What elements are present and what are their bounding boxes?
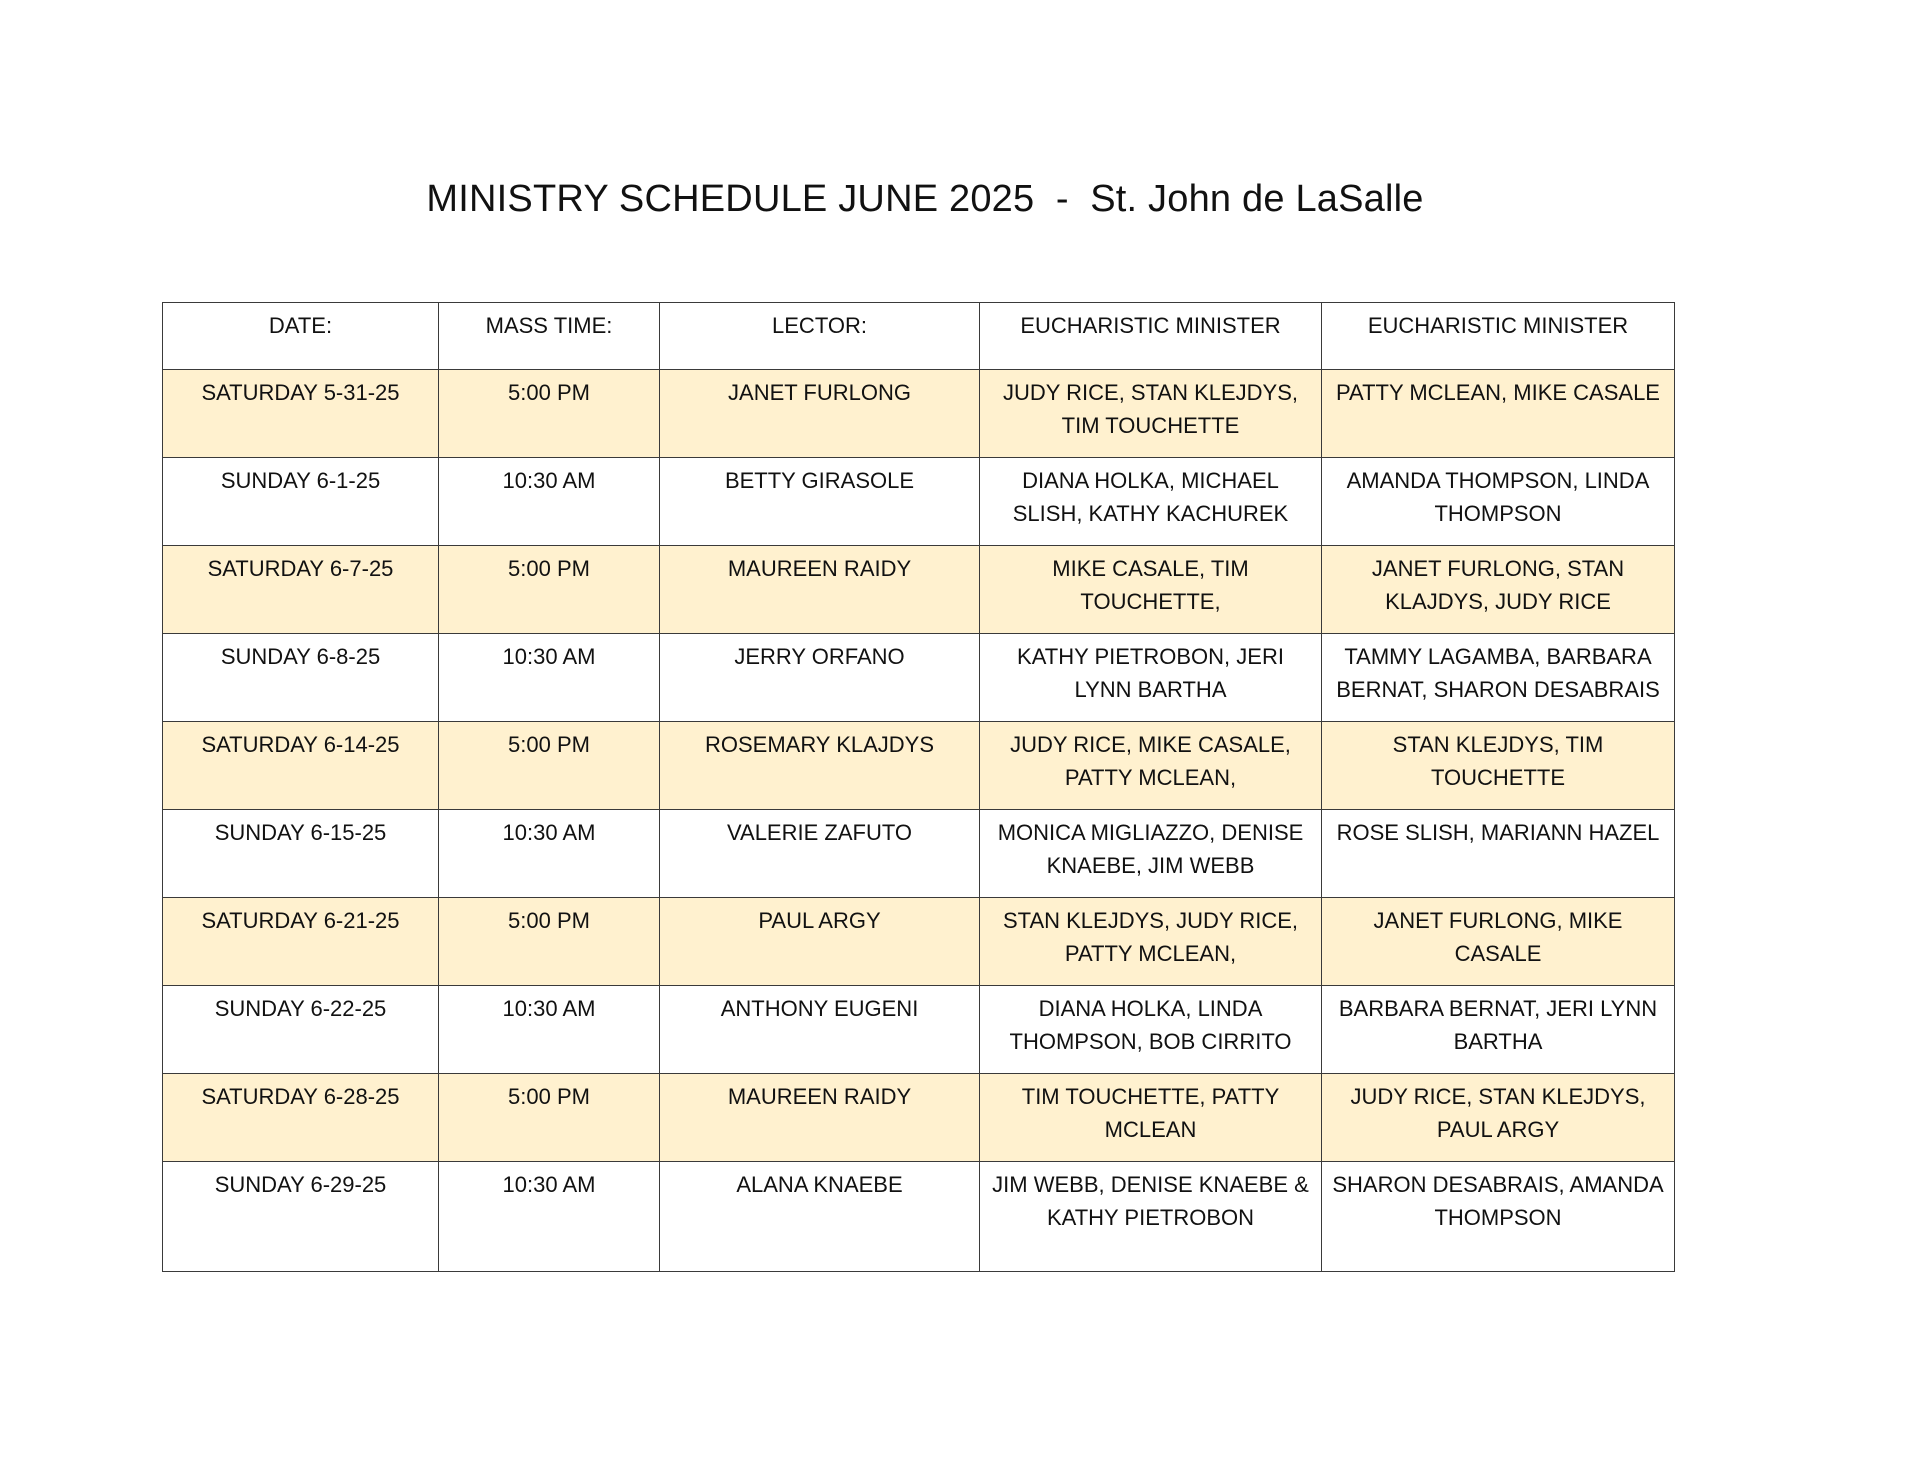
mass-time-cell: 5:00 PM <box>439 1074 660 1162</box>
mass-time-cell: 5:00 PM <box>439 898 660 986</box>
header-eucharistic-minister-2: EUCHARISTIC MINISTER <box>1322 303 1675 370</box>
lector-cell: ALANA KNAEBE <box>660 1162 980 1272</box>
eucharistic-minister-1-cell: KATHY PIETROBON, JERI LYNN BARTHA <box>980 634 1322 722</box>
eucharistic-minister-1-cell: MONICA MIGLIAZZO, DENISE KNAEBE, JIM WEBB <box>980 810 1322 898</box>
eucharistic-minister-2-cell: PATTY MCLEAN, MIKE CASALE <box>1322 370 1675 458</box>
header-eucharistic-minister-1: EUCHARISTIC MINISTER <box>980 303 1322 370</box>
eucharistic-minister-1-cell: MIKE CASALE, TIM TOUCHETTE, <box>980 546 1322 634</box>
date-cell: SATURDAY 5-31-25 <box>163 370 439 458</box>
date-cell: SUNDAY 6-8-25 <box>163 634 439 722</box>
table-row <box>163 722 1675 810</box>
table-row <box>163 1162 1675 1272</box>
lector-cell: MAUREEN RAIDY <box>660 1074 980 1162</box>
table-row <box>163 634 1675 722</box>
header-date: DATE: <box>163 303 439 370</box>
date-cell: SATURDAY 6-28-25 <box>163 1074 439 1162</box>
table-row <box>163 898 1675 986</box>
eucharistic-minister-1-cell: JUDY RICE, STAN KLEJDYS, TIM TOUCHETTE <box>980 370 1322 458</box>
table-row <box>163 546 1675 634</box>
lector-cell: JERRY ORFANO <box>660 634 980 722</box>
lector-cell: BETTY GIRASOLE <box>660 458 980 546</box>
date-cell: SUNDAY 6-22-25 <box>163 986 439 1074</box>
lector-cell: ROSEMARY KLAJDYS <box>660 722 980 810</box>
eucharistic-minister-1-cell: DIANA HOLKA, MICHAEL SLISH, KATHY KACHUREK <box>980 458 1322 546</box>
eucharistic-minister-2-cell: TAMMY LAGAMBA, BARBARA BERNAT, SHARON DESABRAIS <box>1322 634 1675 722</box>
mass-time-cell: 5:00 PM <box>439 722 660 810</box>
eucharistic-minister-2-cell: JANET FURLONG, MIKE CASALE <box>1322 898 1675 986</box>
table-row <box>163 458 1675 546</box>
date-cell: SATURDAY 6-14-25 <box>163 722 439 810</box>
mass-time-cell: 10:30 AM <box>439 810 660 898</box>
eucharistic-minister-1-cell: JUDY RICE, MIKE CASALE, PATTY MCLEAN, <box>980 722 1322 810</box>
eucharistic-minister-2-cell: ROSE SLISH, MARIANN HAZEL <box>1322 810 1675 898</box>
mass-time-cell: 5:00 PM <box>439 370 660 458</box>
header-lector: LECTOR: <box>660 303 980 370</box>
eucharistic-minister-1-cell: JIM WEBB, DENISE KNAEBE & KATHY PIETROBON <box>980 1162 1322 1272</box>
eucharistic-minister-2-cell: JANET FURLONG, STAN KLAJDYS, JUDY RICE <box>1322 546 1675 634</box>
table-row <box>163 370 1675 458</box>
mass-time-cell: 10:30 AM <box>439 634 660 722</box>
ministry-schedule-table <box>162 302 1675 1272</box>
eucharistic-minister-1-cell: STAN KLEJDYS, JUDY RICE, PATTY MCLEAN, <box>980 898 1322 986</box>
lector-cell: JANET FURLONG <box>660 370 980 458</box>
lector-cell: MAUREEN RAIDY <box>660 546 980 634</box>
date-cell: SUNDAY 6-29-25 <box>163 1162 439 1272</box>
mass-time-cell: 10:30 AM <box>439 986 660 1074</box>
eucharistic-minister-2-cell: STAN KLEJDYS, TIM TOUCHETTE <box>1322 722 1675 810</box>
mass-time-cell: 10:30 AM <box>439 1162 660 1272</box>
lector-cell: ANTHONY EUGENI <box>660 986 980 1074</box>
date-cell: SATURDAY 6-21-25 <box>163 898 439 986</box>
table-row <box>163 986 1675 1074</box>
table-row <box>163 810 1675 898</box>
date-cell: SATURDAY 6-7-25 <box>163 546 439 634</box>
lector-cell: VALERIE ZAFUTO <box>660 810 980 898</box>
mass-time-cell: 10:30 AM <box>439 458 660 546</box>
table-row <box>163 1074 1675 1162</box>
date-cell: SUNDAY 6-1-25 <box>163 458 439 546</box>
eucharistic-minister-2-cell: BARBARA BERNAT, JERI LYNN BARTHA <box>1322 986 1675 1074</box>
eucharistic-minister-2-cell: SHARON DESABRAIS, AMANDA THOMPSON <box>1322 1162 1675 1272</box>
eucharistic-minister-1-cell: DIANA HOLKA, LINDA THOMPSON, BOB CIRRITO <box>980 986 1322 1074</box>
table-header-row <box>163 303 1675 370</box>
lector-cell: PAUL ARGY <box>660 898 980 986</box>
eucharistic-minister-2-cell: JUDY RICE, STAN KLEJDYS, PAUL ARGY <box>1322 1074 1675 1162</box>
header-mass-time: MASS TIME: <box>439 303 660 370</box>
page-title: MINISTRY SCHEDULE JUNE 2025 - St. John de LaSalle <box>426 178 1424 220</box>
mass-time-cell: 5:00 PM <box>439 546 660 634</box>
date-cell: SUNDAY 6-15-25 <box>163 810 439 898</box>
eucharistic-minister-2-cell: AMANDA THOMPSON, LINDA THOMPSON <box>1322 458 1675 546</box>
eucharistic-minister-1-cell: TIM TOUCHETTE, PATTY MCLEAN <box>980 1074 1322 1162</box>
